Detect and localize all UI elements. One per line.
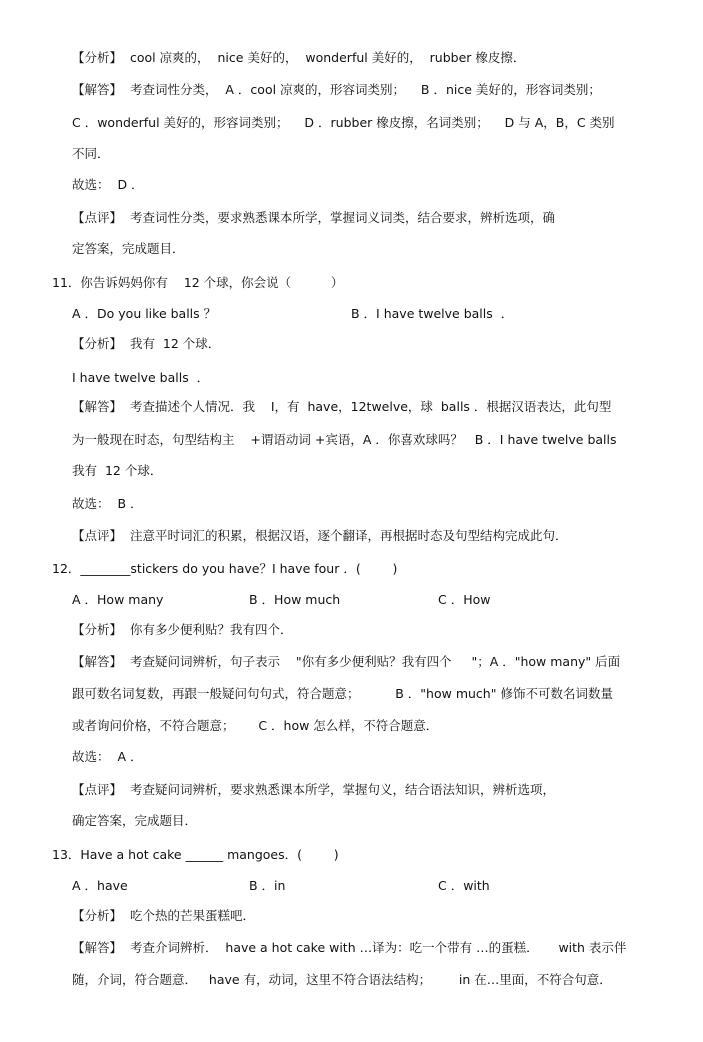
q13-option-b: B ．in [249,878,286,893]
q11-choice: 故选： B ． [72,496,143,511]
q11-comment: 【点评】 注意平时词汇的积累，根据汉语，逐个翻译，再根据时态及句型结构完成此句． [72,528,568,543]
q10-comment-line-1: 【点评】 考查词性分类，要求熟悉课本所学，掌握词义词类，结合要求，辨析选项，确 [72,210,555,225]
q13-stem: 13．Have a hot cake ______ mangoes．( ) [52,847,339,862]
q10-answer-line-1: 【解答】 考查词性分类， A ．cool 凉爽的，形容词类别； B ．nice 美好的，形容词类别； [72,82,601,97]
q12-analysis: 【分析】 你有多少便利贴？我有四个． [72,622,293,637]
q13-answer-line-2: 随，介词，符合题意． have 有，动词，这里不符合语法结构； in 在…里面，不符合句意． [72,972,612,987]
q10-answer-line-2: C ．wonderful 美好的，形容词类别； D ．rubber 橡皮擦，名词类别； D 与 A，B，C 类别 [72,115,615,130]
q11-answer-line-1: 【解答】 考查描述个人情况．我 I，有 have，12twelve，球 balls ．根据汉语表达，此句型 [72,399,612,414]
q11-option-b: B ．I have twelve balls ． [351,306,514,321]
q11-analysis-line-2: I have twelve balls ． [72,370,210,385]
q12-option-a: A ．How many [72,592,164,607]
q10-choice: 故选： D ． [72,177,144,192]
q12-answer-line-1: 【解答】 考查疑问词辨析，句子表示 "你有多少便利贴？我有四个 "；A ．"how many" 后面 [72,654,621,669]
q12-option-c: C ．How [438,592,491,607]
q12-choice: 故选： A ． [72,749,143,764]
q11-analysis-line-1: 【分析】 我有 12 个球． [72,336,221,351]
q11-answer-line-3: 我有 12 个球． [72,463,163,478]
q12-comment-line-2: 确定答案，完成题目． [72,813,198,828]
q11-stem: 11．你告诉妈妈你有 12 个球，你会说（ ） [52,275,344,290]
q11-option-a: A ．Do you like balls ？ [72,306,217,321]
q13-option-c: C ．with [438,878,490,893]
q13-answer-line-1: 【解答】 考查介词辨析． have a hot cake with …译为：吃一个带有 …的蛋糕． with 表示伴 [72,940,627,955]
q10-comment-line-2: 定答案，完成题目． [72,241,185,256]
q10-analysis: 【分析】 cool 凉爽的， nice 美好的， wonderful 美好的， rubber 橡皮擦． [72,50,526,65]
q12-answer-line-2: 跟可数名词复数，再跟一般疑问句句式，符合题意； B ．"how much" 修饰不可数名词数量 [72,686,613,701]
q12-comment-line-1: 【点评】 考查疑问词辨析，要求熟悉课本所学，掌握句义，结合语法知识，辨析选项， [72,782,555,797]
q12-stem: 12．________stickers do you have？I have four ．( ) [52,561,398,576]
q13-option-a: A ．have [72,878,128,893]
q12-option-b: B ．How much [249,592,341,607]
q13-analysis: 【分析】 吃个热的芒果蛋糕吧． [72,908,255,923]
q11-answer-line-2: 为一般现在时态，句型结构主 +谓语动词 +宾语，A ．你喜欢球吗？ B ．I have twelve balls [72,432,617,447]
q12-answer-line-3: 或者询问价格，不符合题意； C ．how 怎么样，不符合题意． [72,718,439,733]
q10-answer-line-3: 不同． [72,146,110,161]
